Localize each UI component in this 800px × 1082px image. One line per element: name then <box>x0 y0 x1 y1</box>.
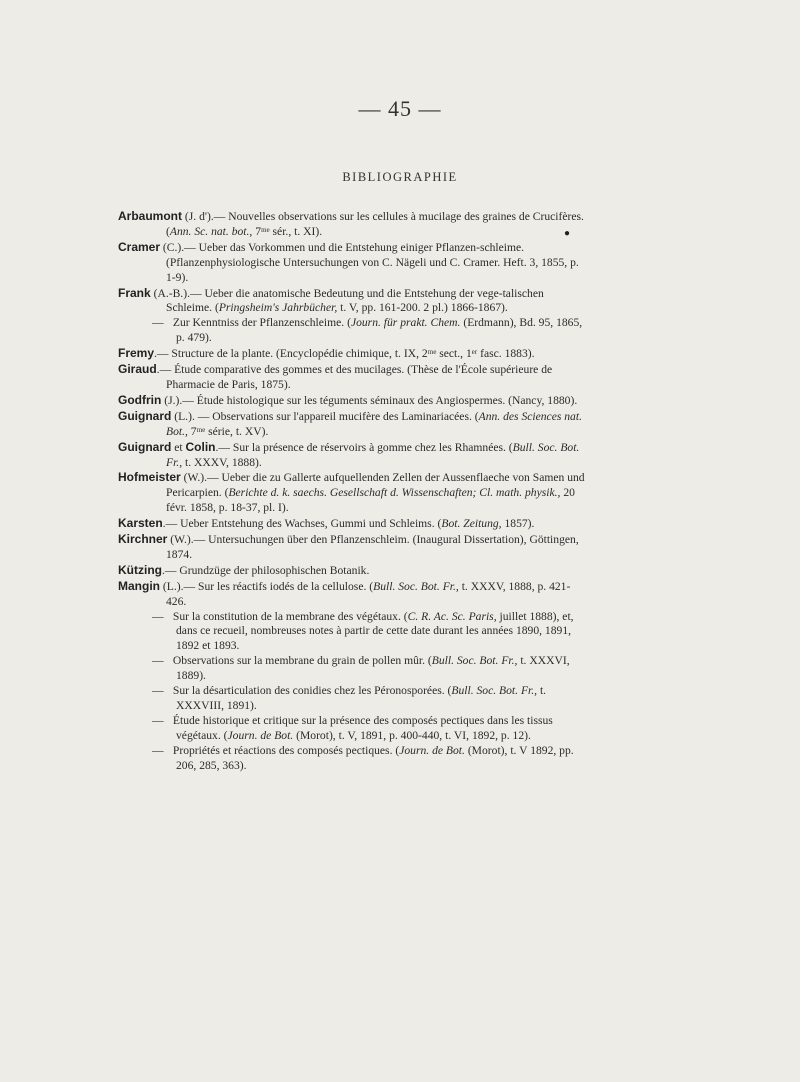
entry-author: Godfrin <box>118 392 162 407</box>
ditto-dash: — <box>152 684 164 698</box>
entry-text: (L.). — Observations sur l'appareil mucifère des Laminariacées. ( <box>171 409 479 423</box>
entry-author: Fremy <box>118 346 155 361</box>
entry-journal: Ann. des Sciences nat. Bot., <box>166 409 582 438</box>
section-title: BIBLIOGRAPHIE <box>342 170 458 184</box>
entry-text: Zur Kenntniss der Pflanzenschleime. ( <box>170 316 351 330</box>
bibliography-entry <box>118 470 588 516</box>
ditto-dash: — <box>152 316 164 330</box>
entry-text: t. XXXVIII, 1891). <box>176 684 547 712</box>
bibliography-entry <box>118 684 588 714</box>
entry-text: (A.-B.).— Ueber die anatomische Bedeutung und die Entstehung der vege-talischen Schleime. ( <box>150 286 544 315</box>
entry-text: .— Étude comparative des gommes et des mucilages. (Thèse de l'École supérieure de Pharmacie de Paris, 1875). <box>156 363 553 391</box>
entry-journal: Bot. Zeitung, <box>441 517 502 531</box>
bibliography-entry <box>118 346 588 362</box>
entry-journal: Ann. Sc. nat. bot., <box>169 224 253 238</box>
entry-journal: Bull. Soc. Bot. Fr., <box>166 440 580 469</box>
entry-text: .— Sur la présence de réservoirs à gomme chez les Rhamnées. ( <box>215 440 513 454</box>
entry-journal: Journ. de Bot. <box>399 743 465 757</box>
bibliography-entry <box>118 610 588 655</box>
entry-journal: Bull. Soc. Bot. Fr., <box>431 654 518 668</box>
entry-author: Hofmeister <box>118 470 181 485</box>
entry-text: Observations sur la membrane du grain de pollen mûr. ( <box>170 654 432 668</box>
entry-text: 7ᵐᵉ sér., t. XI). <box>252 224 323 238</box>
entry-author: Karsten <box>118 516 163 531</box>
entry-text: (Morot), t. V 1892, pp. 206, 285, 363). <box>176 743 574 772</box>
entry-text: t. XXXV, 1888, p. 421-426. <box>166 579 571 608</box>
entry-text: t. XXXVI, 1889). <box>176 654 570 683</box>
entry-text: .— Grundzüge der philosophischen Botanik. <box>162 563 370 577</box>
bibliography-entry <box>118 440 588 471</box>
ditto-dash: — <box>152 713 164 727</box>
entry-author: Kirchner <box>118 532 168 547</box>
entry-text: et <box>171 440 186 454</box>
entry-author: Cramer <box>118 239 161 254</box>
entry-text: (Morot), t. V, 1891, p. 400-440, t. VI, 1892, p. 12). <box>293 728 531 742</box>
entry-text: .— Structure de la plante. (Encyclopédie chimique, t. IX, 2ᵐᵉ sect., 1ᵉʳ fasc. 1883). <box>154 347 535 361</box>
bibliography-entry <box>118 240 588 286</box>
entry-journal: Bull. Soc. Bot. Fr., <box>373 579 459 593</box>
entry-author: Arbaumont <box>118 209 182 223</box>
entry-text: t. V, pp. 161-200. 2 pl.) 1866-1867). <box>337 301 508 315</box>
entry-text: (L.).— Sur les réactifs iodés de la cellulose. ( <box>160 579 374 593</box>
bibliography-entry <box>118 563 588 579</box>
bibliography-entry <box>118 393 588 409</box>
ditto-dash: — <box>152 743 164 757</box>
bibliography-entry <box>118 286 588 317</box>
entry-text: Propriétés et réactions des composés pectiques. ( <box>170 743 400 757</box>
entry-journal: Berichte d. k. saechs. Gesellschaft d. Wissenschaften; Cl. math. physik., <box>228 486 561 500</box>
bibliography-entry <box>118 654 588 684</box>
page-number: — 45 — <box>358 96 442 121</box>
entry-text: Étude historique et critique sur la présence des composés pectiques dans les tissus végétaux. ( <box>170 713 553 742</box>
bibliography-entry <box>118 579 588 610</box>
entry-author: Colin <box>185 439 216 454</box>
entry-text: 7ᵐᵉ série, t. XV). <box>187 424 269 438</box>
bibliography-entry <box>118 516 588 532</box>
entry-author: Giraud <box>118 362 157 377</box>
entry-author: Guignard <box>118 408 172 423</box>
entry-author: Mangin <box>118 578 160 593</box>
entry-text: (W.).— Untersuchungen über den Pflanzenschleim. (Inaugural Dissertation), Göttingen, 1874. <box>166 533 579 561</box>
entry-text: Sur la constitution de la membrane des végétaux. ( <box>170 609 408 623</box>
entry-journal: Pringsheim's Jahrbücher, <box>218 301 338 315</box>
entry-journal: C. R. Ac. Sc. Paris, <box>407 609 497 623</box>
entry-author: Frank <box>118 285 151 300</box>
entry-text: juillet 1888), et, dans ce recueil, nombreuses notes à partir de cette date durant les années 1890, 1891, 1892 et 1893. <box>176 609 574 653</box>
bibliography-entry <box>118 744 588 774</box>
bibliography-list <box>118 209 588 774</box>
entry-journal: Journ. de Bot. <box>227 728 294 742</box>
entry-text: Sur la désarticulation des conidies chez les Péronosporées. ( <box>170 684 452 698</box>
ink-dot: ● <box>564 228 571 239</box>
entry-text: (J. d').— Nouvelles observations sur les cellules à mucilage des graines de Crucifères. ( <box>166 210 584 238</box>
entry-text: (W.).— Ueber die zu Gallerte aufquellenden Zellen der Aussenflaeche von Samen und Pericarpien. ( <box>166 471 585 500</box>
bibliography-entry <box>118 316 588 346</box>
ditto-dash: — <box>152 609 164 623</box>
entry-author: Kützing <box>118 562 162 577</box>
ditto-dash: — <box>152 654 164 668</box>
entry-text: 20 févr. 1858, p. 18-37, pl. I). <box>166 486 575 515</box>
bibliography-entry <box>118 714 588 744</box>
bibliography-entry <box>118 209 588 240</box>
entry-journal: Journ. für prakt. Chem. <box>350 316 461 330</box>
entry-author: Guignard <box>118 439 172 454</box>
entry-text: 1857). <box>501 517 535 531</box>
entry-text: .— Ueber Entstehung des Wachses, Gummi und Schleims. ( <box>162 517 442 531</box>
entry-text: (Erdmann), Bd. 95, 1865, p. 479). <box>176 316 583 345</box>
bibliography-entry <box>118 532 588 563</box>
entry-journal: Bull. Soc. Bot. Fr., <box>451 684 538 698</box>
entry-text: (J.).— Étude histologique sur les téguments séminaux des Angiospermes. (Nancy, 1880). <box>161 393 578 407</box>
bibliography-entry <box>118 362 588 393</box>
entry-text: (C.).— Ueber das Vorkommen und die Entstehung einiger Pflanzen-schleime. (Pflanzenphysiologische Untersuchungen von C. Nägeli und C. Cramer. Heft. 3, 1855, p. 1-9). <box>160 240 579 284</box>
bibliography-entry <box>118 409 588 440</box>
entry-text: t. XXXV, 1888). <box>182 455 262 469</box>
